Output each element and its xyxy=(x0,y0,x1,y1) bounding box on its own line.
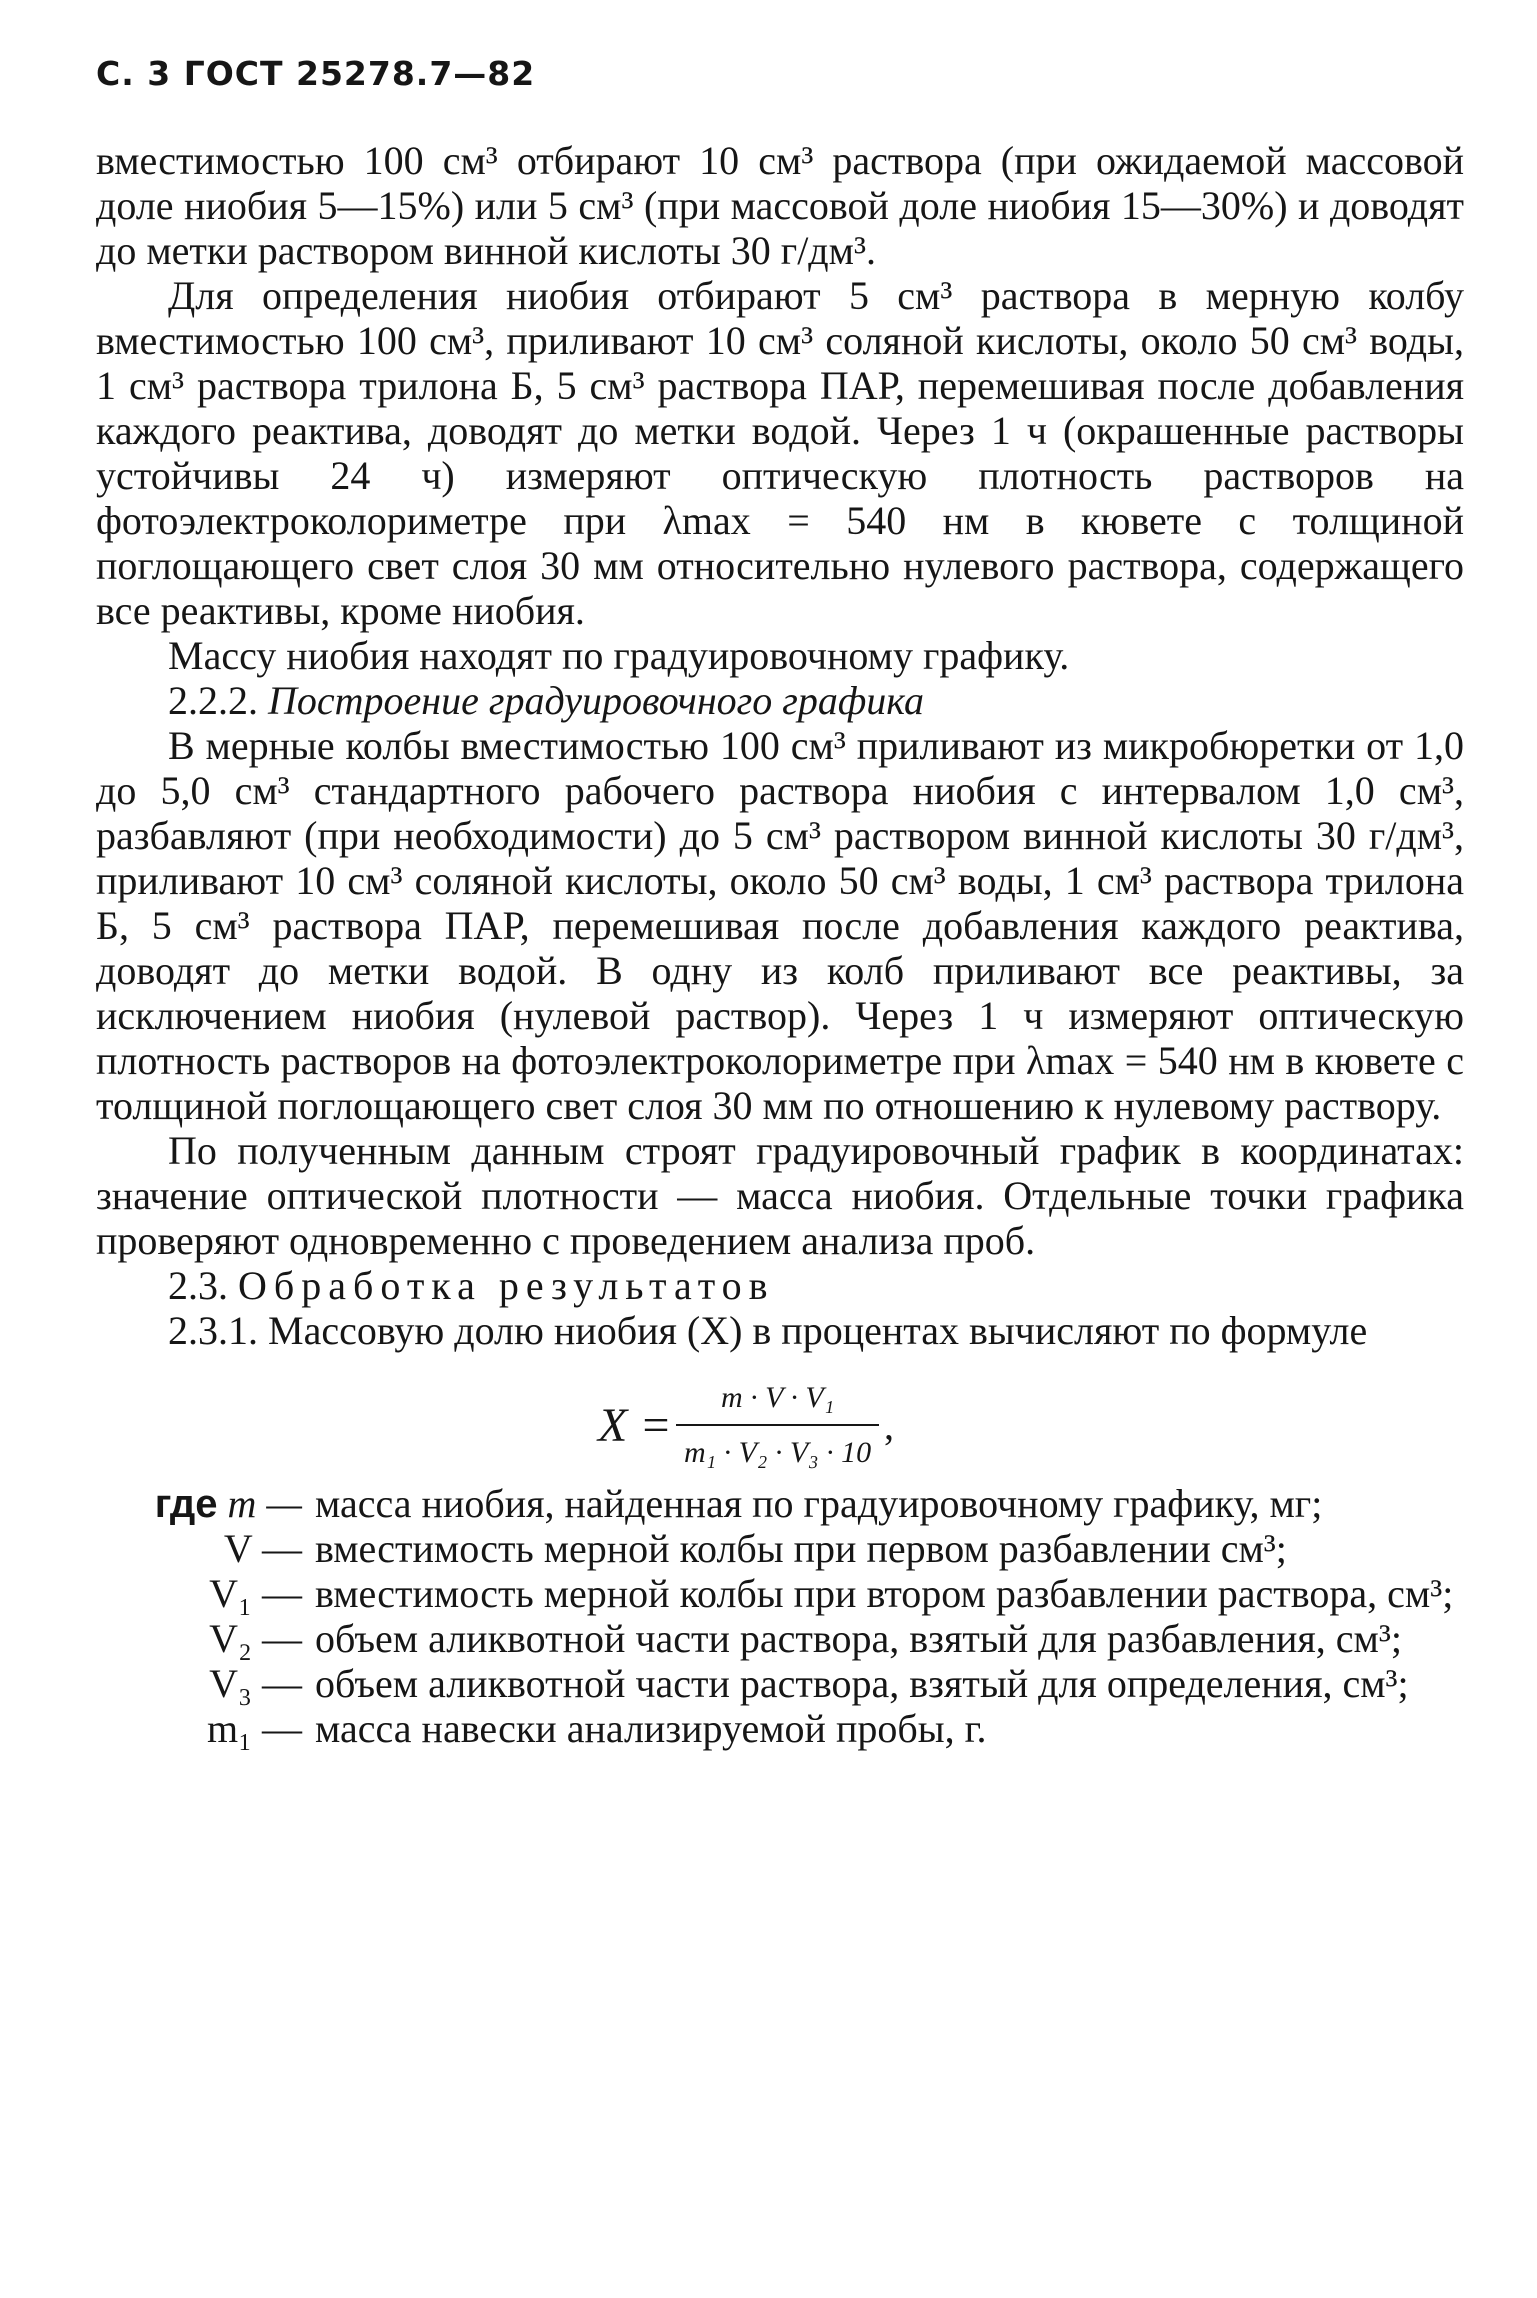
paragraph-calibration-procedure: В мерные колбы вместимостью 100 см³ приливают из микробюретки от 1,0 до 5,0 см³ стандартного рабочего раствора ниобия с интервалом 1,0 см³, разбавляют (при необходимости) до 5 см³ раствором винной кислоты 30 г/дм³, приливают 10 см³ соляной кислоты, около 50 см³ воды, 1 см³ раствора трилона Б, 5 см³ раствора ПАР, перемешивая после добавления каждого реактива, доводят до метки водой. В одну из колб приливают все реактивы, за исключением ниобия (нулевой раствор). Через 1 ч измеряют оптическую плотность растворов на фотоэлектроколориметре при λmax = 540 нм в кювете с толщиной поглощающего свет слоя 30 мм по отношению к нулевому раствору. xyxy=(96,723,1464,1128)
section-number: 2.3. xyxy=(168,1263,228,1308)
document-body xyxy=(96,138,1464,1751)
paragraph-continuation: вместимостью 100 см³ отбирают 10 см³ раствора (при ожидаемой массовой доле ниобия 5—15%) или 5 см³ (при массовой доле ниобия 15—30%) и доводят до метки раствором винной кислоты 30 г/дм³. xyxy=(96,138,1464,273)
formula-denominator: m₁ · V₂ · V₃ · 10 xyxy=(676,1424,879,1475)
section-title: Построение градуировочного графика xyxy=(268,678,924,723)
definition-text: объем аликвотной части раствора, взятый для определения, см³; xyxy=(315,1661,1409,1706)
section-2-3-heading xyxy=(96,1263,1464,1308)
section-number: 2.3.1. xyxy=(168,1308,258,1353)
definition-item xyxy=(96,1616,1464,1661)
definition-symbol: m — xyxy=(227,1481,302,1526)
definition-symbol: V₂ — xyxy=(209,1616,302,1661)
section-number: 2.2.2. xyxy=(168,678,258,723)
page-header: С. 3 ГОСТ 25278.7—82 xyxy=(96,54,536,93)
paragraph-niobium-determination: Для определения ниобия отбирают 5 см³ раствора в мерную колбу вместимостью 100 см³, приливают 10 см³ соляной кислоты, около 50 см³ воды, 1 см³ раствора трилона Б, 5 см³ раствора ПАР, перемешивая после добавления каждого реактива, доводят до метки водой. Через 1 ч (окрашенные растворы устойчивы 24 ч) измеряют оптическую плотность растворов на фотоэлектроколориметре при λmax = 540 нм в кювете с толщиной поглощающего свет слоя 30 мм относительно нулевого раствора, содержащего все реактивы, кроме ниобия. xyxy=(96,273,1464,633)
definition-text: масса ниобия, найденная по градуировочному графику, мг; xyxy=(315,1481,1323,1526)
mass-fraction-formula xyxy=(96,1365,1464,1475)
definition-item xyxy=(96,1706,1464,1751)
definition-symbol: m₁ — xyxy=(206,1706,302,1751)
definitions-lead: где xyxy=(154,1482,218,1526)
section-text: Массовую долю ниобия (X) в процентах вычисляют по формуле xyxy=(268,1308,1368,1353)
definition-item xyxy=(96,1481,1464,1526)
section-2-3-1-paragraph xyxy=(96,1308,1464,1353)
definition-text: вместимость мерной колбы при втором разбавлении раствора, см³; xyxy=(315,1571,1454,1616)
section-title: Обработка результатов xyxy=(238,1263,775,1308)
formula-numerator: m · V · V₁ xyxy=(720,1381,835,1414)
formula-lhs: X = xyxy=(598,1399,672,1452)
definition-text: объем аликвотной части раствора, взятый для разбавления, см³; xyxy=(315,1616,1402,1661)
definition-symbol: V₁ — xyxy=(209,1571,302,1616)
paragraph-calibration-graph: По полученным данным строят градуировочный график в координатах: значение оптической плотности — масса ниобия. Отдельные точки графика проверяют одновременно с проведением анализа проб. xyxy=(96,1128,1464,1263)
definition-item xyxy=(96,1661,1464,1706)
formula-fraction xyxy=(676,1375,879,1475)
definition-text: вместимость мерной колбы при первом разбавлении см³; xyxy=(315,1526,1287,1571)
formula-definitions xyxy=(96,1481,1464,1751)
definition-symbol: V₃ — xyxy=(209,1661,302,1706)
definition-item xyxy=(96,1526,1464,1571)
definition-text: масса навески анализируемой пробы, г. xyxy=(315,1706,987,1751)
paragraph-mass-from-graph: Массу ниобия находят по градуировочному графику. xyxy=(168,633,1070,678)
section-2-2-2-heading xyxy=(96,678,1464,723)
definition-symbol: V — xyxy=(223,1526,302,1571)
formula-comma: , xyxy=(884,1403,894,1448)
definition-item xyxy=(96,1571,1464,1616)
